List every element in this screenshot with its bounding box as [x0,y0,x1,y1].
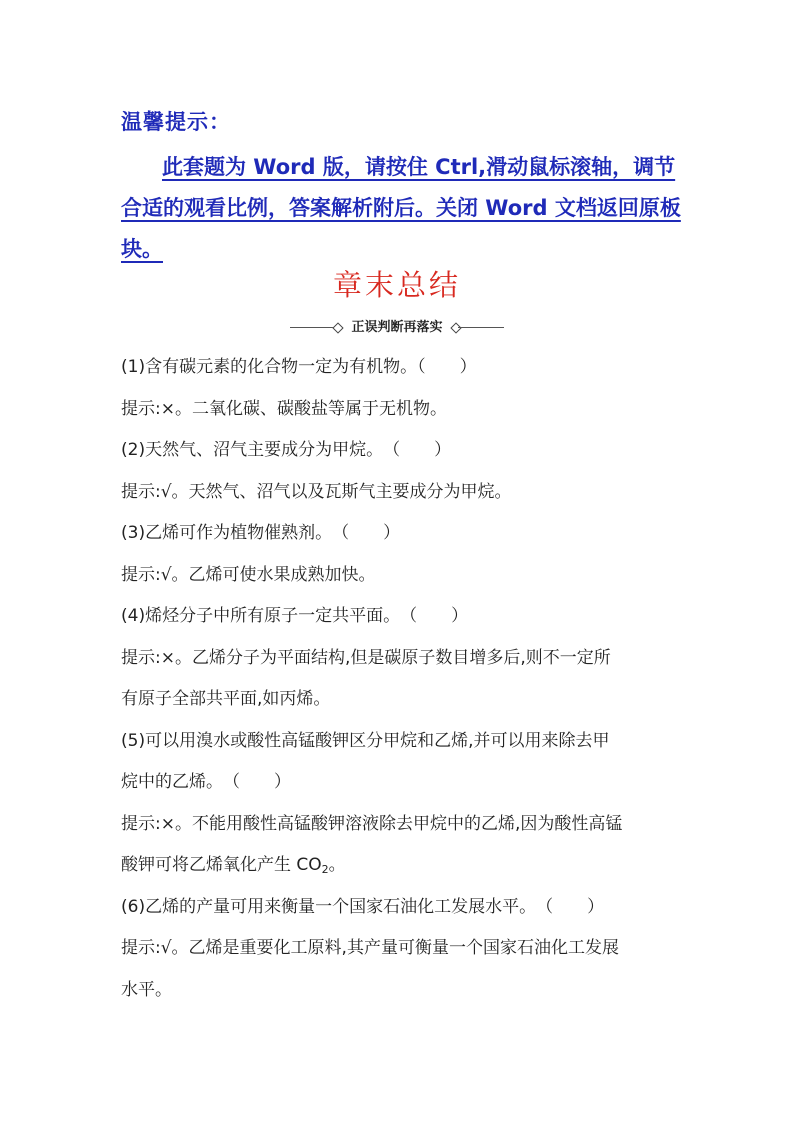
answer-6-line-2: 水平。 [121,979,172,1000]
banner-divider-right [458,327,504,328]
chapter-title: 章末总结 [332,268,461,302]
answer-5-line-2 [121,845,681,887]
question-4: (4)烯烃分子中所有原子一定共平面。 （ ） [121,606,469,626]
notice-body: 此套题为 Word 版，请按住 Ctrl,滑动鼠标滚轴，调节合适的观看比例，答案解析附后。关闭 Word 文档返回原板块。 [121,155,681,261]
answer-2: 提示:√。天然气、沼气以及瓦斯气主要成分为甲烷。 [121,481,512,502]
question-5-line-1: (5)可以用溴水或酸性高锰酸钾区分甲烷和乙烯,并可以用来除去甲 [121,730,610,751]
question-3: (3)乙烯可作为植物催熟剂。 （ ） [121,523,401,543]
answer-5-line-1: 提示:×。不能用酸性高锰酸钾溶液除去甲烷中的乙烯,因为酸性高锰 [121,813,623,834]
question-1: (1)含有碳元素的化合物一定为有机物。（ ） [121,357,477,377]
section-banner [290,318,504,338]
question-list [121,347,681,1011]
question-5-line-2: 烷中的乙烯。 （ ） [121,772,291,792]
question-6: (6)乙烯的产量可用来衡量一个国家石油化工发展水平。 （ ） [121,896,605,917]
answer-5-period: 。 [328,855,346,875]
answer-4-line-2: 有原子全部共平面,如丙烯。 [121,689,331,709]
answer-5-text: 酸钾可将乙烯氧化产生 CO [121,855,322,875]
answer-4-line-1: 提示:×。乙烯分子为平面结构,但是碳原子数目增多后,则不一定所 [121,647,611,668]
answer-6-line-1: 提示:√。乙烯是重要化工原料,其产量可衡量一个国家石油化工发展 [121,938,619,958]
section-banner-text: 正误判断再落实 [351,320,443,335]
answer-1: 提示:×。二氧化碳、碳酸盐等属于无机物。 [121,398,447,419]
notice-heading: 温馨提示： [121,110,231,134]
question-2: (2)天然气、沼气主要成分为甲烷。 （ ） [121,440,452,460]
answer-3: 提示:√。乙烯可使水果成熟加快。 [121,564,376,585]
subscript-2: 2 [321,863,329,876]
